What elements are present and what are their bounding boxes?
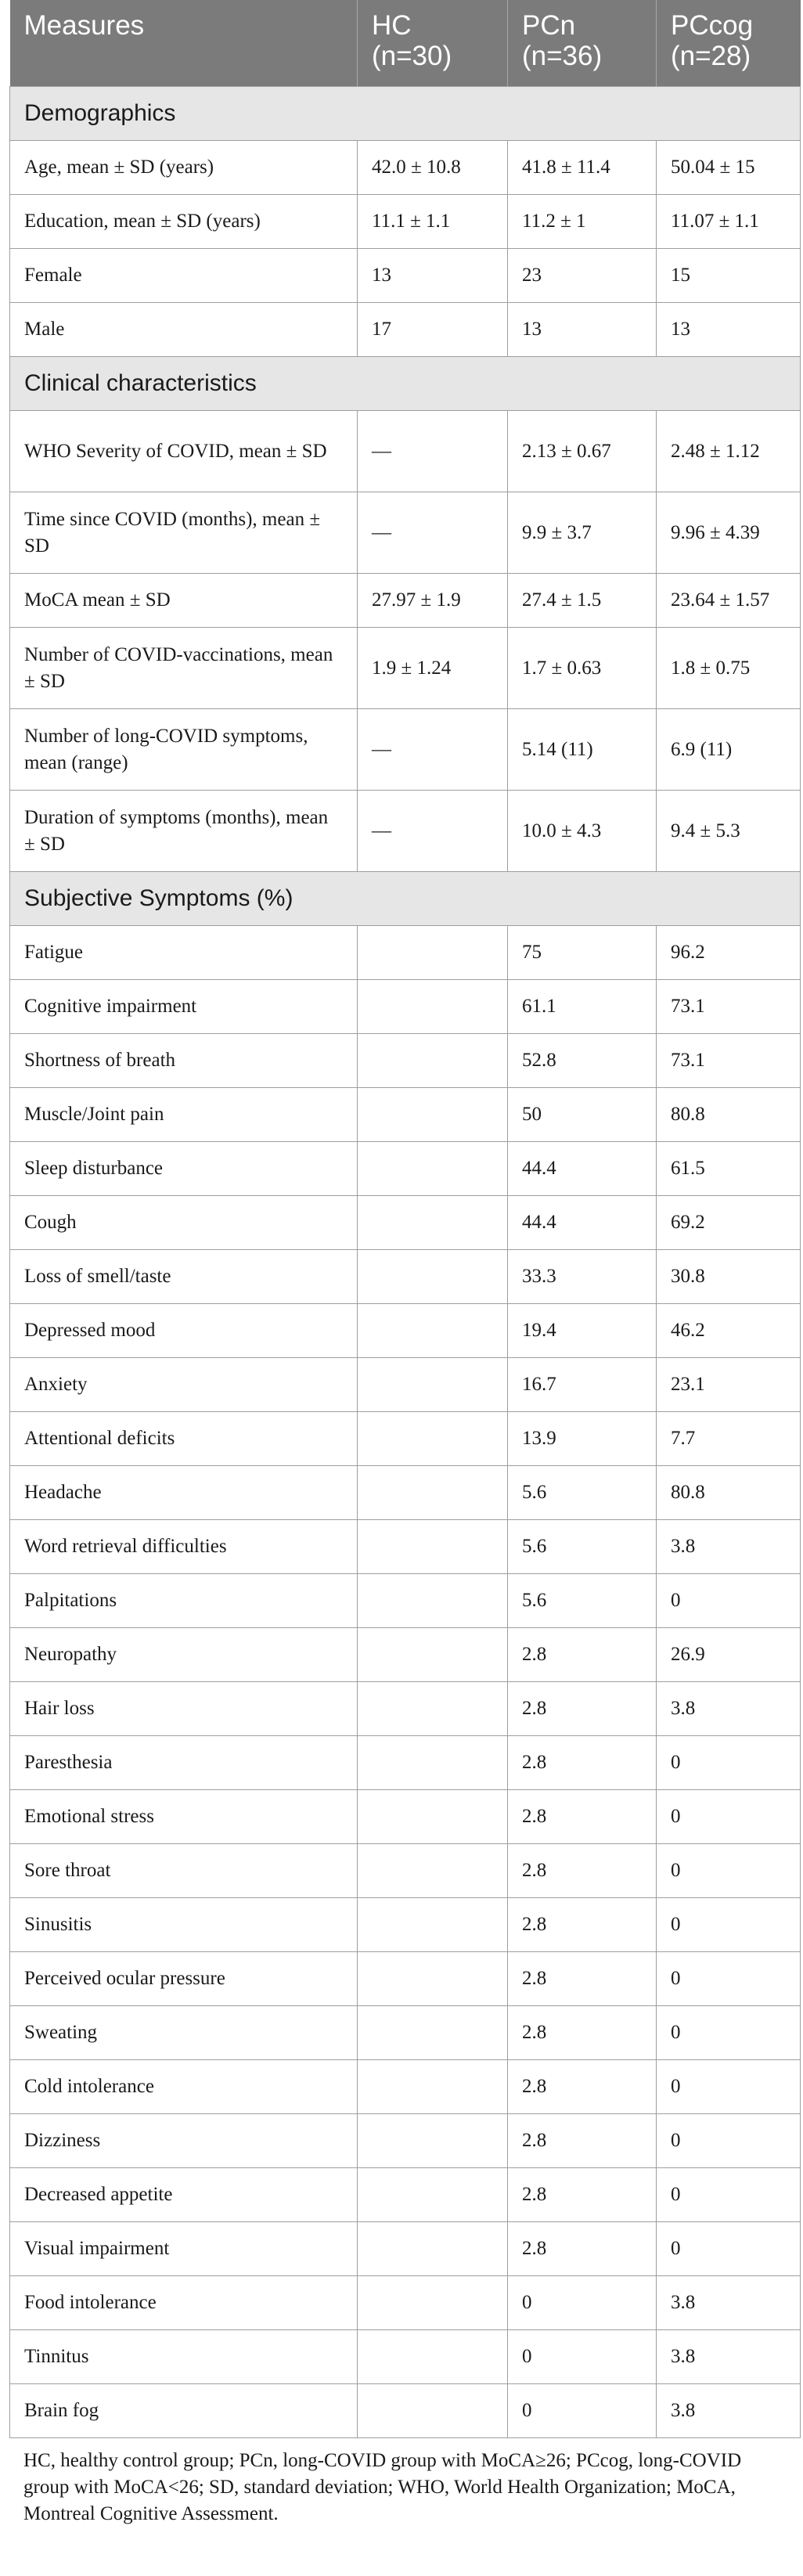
cell-pccog: 0 bbox=[657, 2006, 801, 2060]
cell-pccog: 3.8 bbox=[657, 2276, 801, 2330]
cell-measure: Female bbox=[10, 249, 358, 303]
cell-hc bbox=[358, 1520, 508, 1574]
header-pccog: PCcog (n=28) bbox=[657, 0, 801, 87]
table-row bbox=[10, 1466, 801, 1520]
cell-measure: Number of long-COVID symptoms, mean (range) bbox=[10, 709, 358, 791]
cell-pccog: 0 bbox=[657, 2060, 801, 2114]
section-title: Clinical characteristics bbox=[10, 357, 801, 411]
cell-pccog: 0 bbox=[657, 2114, 801, 2168]
header-hc: HC (n=30) bbox=[358, 0, 508, 87]
cell-pcn: 41.8 ± 11.4 bbox=[508, 141, 657, 195]
table-header bbox=[10, 0, 801, 87]
cell-pcn: 10.0 ± 4.3 bbox=[508, 791, 657, 872]
cell-hc bbox=[358, 1628, 508, 1682]
table-row bbox=[10, 1088, 801, 1142]
cell-pcn: 0 bbox=[508, 2384, 657, 2438]
cell-measure: Hair loss bbox=[10, 1682, 358, 1736]
cell-pcn: 5.6 bbox=[508, 1520, 657, 1574]
table-row bbox=[10, 195, 801, 249]
cell-pcn: 2.8 bbox=[508, 2060, 657, 2114]
cell-pccog: 0 bbox=[657, 1952, 801, 2006]
cell-pcn: 27.4 ± 1.5 bbox=[508, 574, 657, 628]
cell-pcn: 13.9 bbox=[508, 1412, 657, 1466]
cell-measure: Cognitive impairment bbox=[10, 980, 358, 1034]
cell-pccog: 11.07 ± 1.1 bbox=[657, 195, 801, 249]
table-row bbox=[10, 1250, 801, 1304]
cell-pcn: 75 bbox=[508, 926, 657, 980]
table-row bbox=[10, 1412, 801, 1466]
cell-measure: Neuropathy bbox=[10, 1628, 358, 1682]
cell-hc bbox=[358, 2276, 508, 2330]
results-table bbox=[9, 0, 801, 2438]
cell-hc bbox=[358, 1466, 508, 1520]
cell-pcn: 0 bbox=[508, 2330, 657, 2384]
cell-hc bbox=[358, 1844, 508, 1898]
table-row bbox=[10, 249, 801, 303]
cell-hc bbox=[358, 1574, 508, 1628]
cell-pccog: 0 bbox=[657, 2168, 801, 2222]
cell-hc: 42.0 ± 10.8 bbox=[358, 141, 508, 195]
table-row bbox=[10, 411, 801, 492]
section-row bbox=[10, 87, 801, 141]
cell-measure: Shortness of breath bbox=[10, 1034, 358, 1088]
table-row bbox=[10, 709, 801, 791]
cell-pcn: 2.8 bbox=[508, 2222, 657, 2276]
table-row bbox=[10, 2114, 801, 2168]
cell-hc bbox=[358, 1034, 508, 1088]
table-row bbox=[10, 574, 801, 628]
table-row bbox=[10, 1196, 801, 1250]
cell-pccog: 0 bbox=[657, 2222, 801, 2276]
cell-measure: Duration of symptoms (months), mean ± SD bbox=[10, 791, 358, 872]
cell-hc bbox=[358, 1790, 508, 1844]
table-row bbox=[10, 303, 801, 357]
table-row bbox=[10, 2060, 801, 2114]
cell-measure: WHO Severity of COVID, mean ± SD bbox=[10, 411, 358, 492]
cell-pcn: 2.8 bbox=[508, 1628, 657, 1682]
table-row bbox=[10, 1142, 801, 1196]
cell-measure: Number of COVID-vaccinations, mean ± SD bbox=[10, 628, 358, 709]
cell-pccog: 69.2 bbox=[657, 1196, 801, 1250]
table-row bbox=[10, 1358, 801, 1412]
table-row bbox=[10, 2222, 801, 2276]
cell-measure: Word retrieval difficulties bbox=[10, 1520, 358, 1574]
cell-pccog: 0 bbox=[657, 1844, 801, 1898]
cell-measure: Tinnitus bbox=[10, 2330, 358, 2384]
cell-pccog: 9.96 ± 4.39 bbox=[657, 492, 801, 574]
table-row bbox=[10, 2168, 801, 2222]
cell-pcn: 2.8 bbox=[508, 1844, 657, 1898]
cell-hc: — bbox=[358, 492, 508, 574]
cell-pcn: 2.8 bbox=[508, 2006, 657, 2060]
table-row bbox=[10, 791, 801, 872]
cell-pcn: 2.8 bbox=[508, 1736, 657, 1790]
header-row bbox=[10, 0, 801, 87]
cell-hc bbox=[358, 2006, 508, 2060]
cell-pccog: 50.04 ± 15 bbox=[657, 141, 801, 195]
cell-hc: — bbox=[358, 411, 508, 492]
cell-hc: 27.97 ± 1.9 bbox=[358, 574, 508, 628]
section-row bbox=[10, 357, 801, 411]
cell-measure: Paresthesia bbox=[10, 1736, 358, 1790]
cell-measure: Sore throat bbox=[10, 1844, 358, 1898]
cell-pccog: 2.48 ± 1.12 bbox=[657, 411, 801, 492]
table-row bbox=[10, 1304, 801, 1358]
cell-measure: Attentional deficits bbox=[10, 1412, 358, 1466]
cell-hc: 11.1 ± 1.1 bbox=[358, 195, 508, 249]
table-row bbox=[10, 1520, 801, 1574]
cell-measure: MoCA mean ± SD bbox=[10, 574, 358, 628]
table-page bbox=[9, 0, 800, 2527]
cell-hc: — bbox=[358, 791, 508, 872]
table-row bbox=[10, 492, 801, 574]
cell-pcn: 2.8 bbox=[508, 1790, 657, 1844]
cell-pcn: 5.6 bbox=[508, 1574, 657, 1628]
cell-hc bbox=[358, 2330, 508, 2384]
table-row bbox=[10, 926, 801, 980]
cell-hc: 13 bbox=[358, 249, 508, 303]
cell-pcn: 44.4 bbox=[508, 1142, 657, 1196]
cell-measure: Education, mean ± SD (years) bbox=[10, 195, 358, 249]
cell-hc bbox=[358, 2114, 508, 2168]
table-body bbox=[10, 87, 801, 2438]
table-row bbox=[10, 2384, 801, 2438]
cell-pccog: 30.8 bbox=[657, 1250, 801, 1304]
cell-measure: Age, mean ± SD (years) bbox=[10, 141, 358, 195]
cell-pccog: 46.2 bbox=[657, 1304, 801, 1358]
cell-measure: Time since COVID (months), mean ± SD bbox=[10, 492, 358, 574]
table-row bbox=[10, 2006, 801, 2060]
cell-measure: Visual impairment bbox=[10, 2222, 358, 2276]
table-row bbox=[10, 1628, 801, 1682]
cell-measure: Food intolerance bbox=[10, 2276, 358, 2330]
cell-pcn: 2.8 bbox=[508, 1898, 657, 1952]
section-title: Demographics bbox=[10, 87, 801, 141]
cell-measure: Headache bbox=[10, 1466, 358, 1520]
cell-measure: Cold intolerance bbox=[10, 2060, 358, 2114]
cell-pccog: 3.8 bbox=[657, 1520, 801, 1574]
cell-measure: Palpitations bbox=[10, 1574, 358, 1628]
cell-measure: Loss of smell/taste bbox=[10, 1250, 358, 1304]
cell-measure: Muscle/Joint pain bbox=[10, 1088, 358, 1142]
cell-hc: 1.9 ± 1.24 bbox=[358, 628, 508, 709]
cell-pcn: 5.14 (11) bbox=[508, 709, 657, 791]
table-row bbox=[10, 628, 801, 709]
cell-pcn: 33.3 bbox=[508, 1250, 657, 1304]
cell-pcn: 44.4 bbox=[508, 1196, 657, 1250]
cell-pcn: 2.13 ± 0.67 bbox=[508, 411, 657, 492]
table-row bbox=[10, 1844, 801, 1898]
table-row bbox=[10, 1574, 801, 1628]
cell-pccog: 3.8 bbox=[657, 2384, 801, 2438]
cell-hc bbox=[358, 1952, 508, 2006]
cell-measure: Fatigue bbox=[10, 926, 358, 980]
cell-measure: Sweating bbox=[10, 2006, 358, 2060]
cell-pcn: 2.8 bbox=[508, 1952, 657, 2006]
cell-pcn: 61.1 bbox=[508, 980, 657, 1034]
cell-pccog: 3.8 bbox=[657, 2330, 801, 2384]
cell-pccog: 15 bbox=[657, 249, 801, 303]
cell-measure: Anxiety bbox=[10, 1358, 358, 1412]
cell-pccog: 96.2 bbox=[657, 926, 801, 980]
cell-measure: Male bbox=[10, 303, 358, 357]
cell-hc bbox=[358, 1358, 508, 1412]
cell-hc bbox=[358, 1196, 508, 1250]
table-row bbox=[10, 141, 801, 195]
cell-hc bbox=[358, 2060, 508, 2114]
cell-hc bbox=[358, 980, 508, 1034]
cell-hc bbox=[358, 2222, 508, 2276]
section-title: Subjective Symptoms (%) bbox=[10, 872, 801, 926]
cell-hc: 17 bbox=[358, 303, 508, 357]
cell-pcn: 19.4 bbox=[508, 1304, 657, 1358]
cell-measure: Depressed mood bbox=[10, 1304, 358, 1358]
cell-pccog: 0 bbox=[657, 1790, 801, 1844]
cell-pccog: 6.9 (11) bbox=[657, 709, 801, 791]
cell-pccog: 73.1 bbox=[657, 1034, 801, 1088]
cell-measure: Dizziness bbox=[10, 2114, 358, 2168]
cell-hc bbox=[358, 1088, 508, 1142]
cell-pccog: 73.1 bbox=[657, 980, 801, 1034]
table-row bbox=[10, 2330, 801, 2384]
cell-pccog: 1.8 ± 0.75 bbox=[657, 628, 801, 709]
cell-pcn: 50 bbox=[508, 1088, 657, 1142]
cell-hc: — bbox=[358, 709, 508, 791]
cell-pcn: 52.8 bbox=[508, 1034, 657, 1088]
table-row bbox=[10, 1682, 801, 1736]
cell-pcn: 16.7 bbox=[508, 1358, 657, 1412]
cell-pccog: 61.5 bbox=[657, 1142, 801, 1196]
table-row bbox=[10, 1790, 801, 1844]
cell-measure: Brain fog bbox=[10, 2384, 358, 2438]
cell-hc bbox=[358, 2384, 508, 2438]
cell-pccog: 0 bbox=[657, 1898, 801, 1952]
cell-measure: Sleep disturbance bbox=[10, 1142, 358, 1196]
cell-measure: Sinusitis bbox=[10, 1898, 358, 1952]
cell-pccog: 26.9 bbox=[657, 1628, 801, 1682]
cell-hc bbox=[358, 1304, 508, 1358]
cell-pcn: 2.8 bbox=[508, 2114, 657, 2168]
table-row bbox=[10, 1952, 801, 2006]
cell-pcn: 11.2 ± 1 bbox=[508, 195, 657, 249]
cell-measure: Cough bbox=[10, 1196, 358, 1250]
cell-measure: Decreased appetite bbox=[10, 2168, 358, 2222]
cell-pccog: 23.1 bbox=[657, 1358, 801, 1412]
cell-hc bbox=[358, 1736, 508, 1790]
table-row bbox=[10, 980, 801, 1034]
header-measures: Measures bbox=[10, 0, 358, 87]
cell-pcn: 2.8 bbox=[508, 1682, 657, 1736]
cell-pccog: 13 bbox=[657, 303, 801, 357]
table-row bbox=[10, 2276, 801, 2330]
cell-hc bbox=[358, 1682, 508, 1736]
cell-measure: Emotional stress bbox=[10, 1790, 358, 1844]
cell-hc bbox=[358, 1250, 508, 1304]
cell-pcn: 1.7 ± 0.63 bbox=[508, 628, 657, 709]
cell-hc bbox=[358, 926, 508, 980]
cell-pccog: 23.64 ± 1.57 bbox=[657, 574, 801, 628]
cell-pcn: 2.8 bbox=[508, 2168, 657, 2222]
cell-pcn: 5.6 bbox=[508, 1466, 657, 1520]
table-row bbox=[10, 1898, 801, 1952]
cell-pcn: 0 bbox=[508, 2276, 657, 2330]
cell-pccog: 7.7 bbox=[657, 1412, 801, 1466]
cell-pccog: 80.8 bbox=[657, 1088, 801, 1142]
cell-pccog: 9.4 ± 5.3 bbox=[657, 791, 801, 872]
cell-pcn: 13 bbox=[508, 303, 657, 357]
cell-hc bbox=[358, 1412, 508, 1466]
table-footnote: HC, healthy control group; PCn, long-COVID group with MoCA≥26; PCcog, long-COVID group with MoCA<26; SD, standard deviation; WHO, World Health Organization; MoCA, Montreal Cognitive Assessment. bbox=[23, 2450, 742, 2524]
cell-pcn: 23 bbox=[508, 249, 657, 303]
cell-pccog: 3.8 bbox=[657, 1682, 801, 1736]
table-row bbox=[10, 1034, 801, 1088]
cell-pccog: 0 bbox=[657, 1736, 801, 1790]
cell-pccog: 0 bbox=[657, 1574, 801, 1628]
table-row bbox=[10, 1736, 801, 1790]
cell-measure: Perceived ocular pressure bbox=[10, 1952, 358, 2006]
cell-pccog: 80.8 bbox=[657, 1466, 801, 1520]
cell-hc bbox=[358, 2168, 508, 2222]
section-row bbox=[10, 872, 801, 926]
cell-pcn: 9.9 ± 3.7 bbox=[508, 492, 657, 574]
cell-hc bbox=[358, 1898, 508, 1952]
header-pcn: PCn (n=36) bbox=[508, 0, 657, 87]
cell-hc bbox=[358, 1142, 508, 1196]
